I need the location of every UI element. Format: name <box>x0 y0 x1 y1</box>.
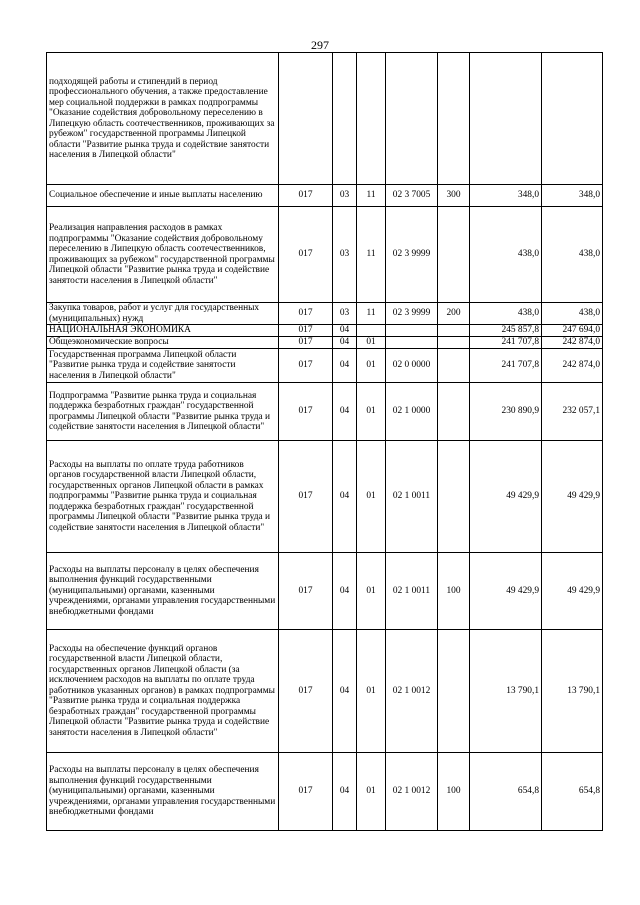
amount-year-2: 247 694,0 <box>542 325 603 337</box>
ministry-code: 017 <box>279 185 333 207</box>
row-name: Расходы на обеспечение функций органов государственной власти Липецкой области, государственных органов Липецкой области (за исключением расходов на выплаты по оплате труда работников указанных органов) в рамках подпрограммы "Развитие рынка труда и социальная поддержка безработных граждан" государственной программы Липецкой области "Развитие рынка труда и содействие занятости населения в Липецкой области" <box>47 630 279 753</box>
subsection-code: 01 <box>357 349 386 383</box>
expense-type <box>438 337 470 349</box>
section-code: 04 <box>333 325 357 337</box>
expense-type <box>438 207 470 303</box>
amount-year-1: 654,8 <box>470 753 542 831</box>
ministry-code: 017 <box>279 207 333 303</box>
amount-year-2: 438,0 <box>542 303 603 325</box>
ministry-code: 017 <box>279 325 333 337</box>
row-name: НАЦИОНАЛЬНАЯ ЭКОНОМИКА <box>47 325 279 337</box>
table-row <box>47 349 603 383</box>
target-article: 02 1 0000 <box>386 383 438 441</box>
table-row <box>47 383 603 441</box>
ministry-code: 017 <box>279 553 333 630</box>
table-row <box>47 207 603 303</box>
subsection-code: 01 <box>357 553 386 630</box>
ministry-code: 017 <box>279 303 333 325</box>
expense-type: 100 <box>438 753 470 831</box>
amount-year-1: 438,0 <box>470 303 542 325</box>
table-row <box>47 185 603 207</box>
amount-year-1: 241 707,8 <box>470 349 542 383</box>
ministry-code: 017 <box>279 383 333 441</box>
amount-year-1: 245 857,8 <box>470 325 542 337</box>
table-row <box>47 753 603 831</box>
table-row <box>47 303 603 325</box>
section-code: 04 <box>333 553 357 630</box>
target-article <box>386 325 438 337</box>
target-article: 02 1 0011 <box>386 441 438 553</box>
expense-type <box>438 325 470 337</box>
subsection-code: 01 <box>357 441 386 553</box>
ministry-code: 017 <box>279 337 333 349</box>
amount-year-1: 438,0 <box>470 207 542 303</box>
amount-year-2: 654,8 <box>542 753 603 831</box>
target-article: 02 3 9999 <box>386 303 438 325</box>
ministry-code <box>279 53 333 185</box>
amount-year-1: 49 429,9 <box>470 553 542 630</box>
amount-year-2: 438,0 <box>542 207 603 303</box>
amount-year-1: 230 890,9 <box>470 383 542 441</box>
target-article: 02 3 7005 <box>386 185 438 207</box>
row-name: Подпрограмма "Развитие рынка труда и социальная поддержка безработных граждан" государственной программы Липецкой области "Развитие рынка труда и содействие занятости населения в Липецкой области" <box>47 383 279 441</box>
row-name: Расходы на выплаты по оплате труда работников органов государственной власти Липецкой области, государственных органов Липецкой области в рамках подпрограммы "Развитие рынка труда и социальная поддержка безработных граждан" государственной программы Липецкой области "Развитие рынка труда и содействие занятости населения в Липецкой области" <box>47 441 279 553</box>
table-row <box>47 553 603 630</box>
target-article <box>386 337 438 349</box>
row-name: Расходы на выплаты персоналу в целях обеспечения выполнения функций государственными (муниципальными) органами, казенными учреждениями, органами управления государственными внебюджетными фондами <box>47 553 279 630</box>
expense-type <box>438 441 470 553</box>
section-code: 03 <box>333 207 357 303</box>
section-code: 04 <box>333 753 357 831</box>
table-row <box>47 441 603 553</box>
subsection-code <box>357 325 386 337</box>
amount-year-1: 241 707,8 <box>470 337 542 349</box>
row-name: подходящей работы и стипендий в период профессионального обучения, а также предоставление мер социальной поддержки в рамках подпрограммы "Оказание содействия добровольному переселению в Липецкую область соотечественников, проживающих за рубежом" государственной программы Липецкой области "Развитие рынка труда и содействие занятости населения в Липецкой области" <box>47 53 279 185</box>
amount-year-2: 242 874,0 <box>542 337 603 349</box>
subsection-code: 01 <box>357 383 386 441</box>
section-code: 03 <box>333 303 357 325</box>
amount-year-2: 49 429,9 <box>542 441 603 553</box>
row-name: Закупка товаров, работ и услуг для государственных (муниципальных) нужд <box>47 303 279 325</box>
amount-year-2: 13 790,1 <box>542 630 603 753</box>
target-article: 02 0 0000 <box>386 349 438 383</box>
expense-type: 300 <box>438 185 470 207</box>
amount-year-1: 49 429,9 <box>470 441 542 553</box>
expense-type: 200 <box>438 303 470 325</box>
amount-year-2: 49 429,9 <box>542 553 603 630</box>
page-number: 297 <box>311 38 329 52</box>
amount-year-2 <box>542 53 603 185</box>
ministry-code: 017 <box>279 441 333 553</box>
section-code: 04 <box>333 383 357 441</box>
amount-year-1: 13 790,1 <box>470 630 542 753</box>
subsection-code: 11 <box>357 303 386 325</box>
row-name: Общеэкономические вопросы <box>47 337 279 349</box>
section-code: 04 <box>333 337 357 349</box>
table-row <box>47 325 603 337</box>
budget-table <box>46 52 603 831</box>
ministry-code: 017 <box>279 753 333 831</box>
row-name: Реализация направления расходов в рамках подпрограммы "Оказание содействия добровольному переселению в Липецкую область соотечественников, проживающих за рубежом" государственной программы Липецкой области "Развитие рынка труда и содействие занятости населения в Липецкой области" <box>47 207 279 303</box>
section-code <box>333 53 357 185</box>
subsection-code: 01 <box>357 630 386 753</box>
section-code: 03 <box>333 185 357 207</box>
subsection-code: 11 <box>357 207 386 303</box>
amount-year-1 <box>470 53 542 185</box>
target-article: 02 1 0012 <box>386 753 438 831</box>
amount-year-1: 348,0 <box>470 185 542 207</box>
amount-year-2: 232 057,1 <box>542 383 603 441</box>
expense-type: 100 <box>438 553 470 630</box>
subsection-code: 01 <box>357 753 386 831</box>
subsection-code <box>357 53 386 185</box>
section-code: 04 <box>333 630 357 753</box>
row-name: Социальное обеспечение и иные выплаты населению <box>47 185 279 207</box>
table-row <box>47 337 603 349</box>
subsection-code: 11 <box>357 185 386 207</box>
table-body <box>47 53 603 831</box>
amount-year-2: 242 874,0 <box>542 349 603 383</box>
row-name: Государственная программа Липецкой области "Развитие рынка труда и содействие занятости населения в Липецкой области" <box>47 349 279 383</box>
row-name: Расходы на выплаты персоналу в целях обеспечения выполнения функций государственными (муниципальными) органами, казенными учреждениями, органами управления государственными внебюджетными фондами <box>47 753 279 831</box>
table-row <box>47 630 603 753</box>
section-code: 04 <box>333 349 357 383</box>
section-code: 04 <box>333 441 357 553</box>
target-article: 02 1 0012 <box>386 630 438 753</box>
expense-type <box>438 383 470 441</box>
expense-type <box>438 53 470 185</box>
table-row <box>47 53 603 185</box>
amount-year-2: 348,0 <box>542 185 603 207</box>
ministry-code: 017 <box>279 349 333 383</box>
target-article: 02 3 9999 <box>386 207 438 303</box>
expense-type <box>438 349 470 383</box>
ministry-code: 017 <box>279 630 333 753</box>
expense-type <box>438 630 470 753</box>
subsection-code: 01 <box>357 337 386 349</box>
target-article: 02 1 0011 <box>386 553 438 630</box>
target-article <box>386 53 438 185</box>
